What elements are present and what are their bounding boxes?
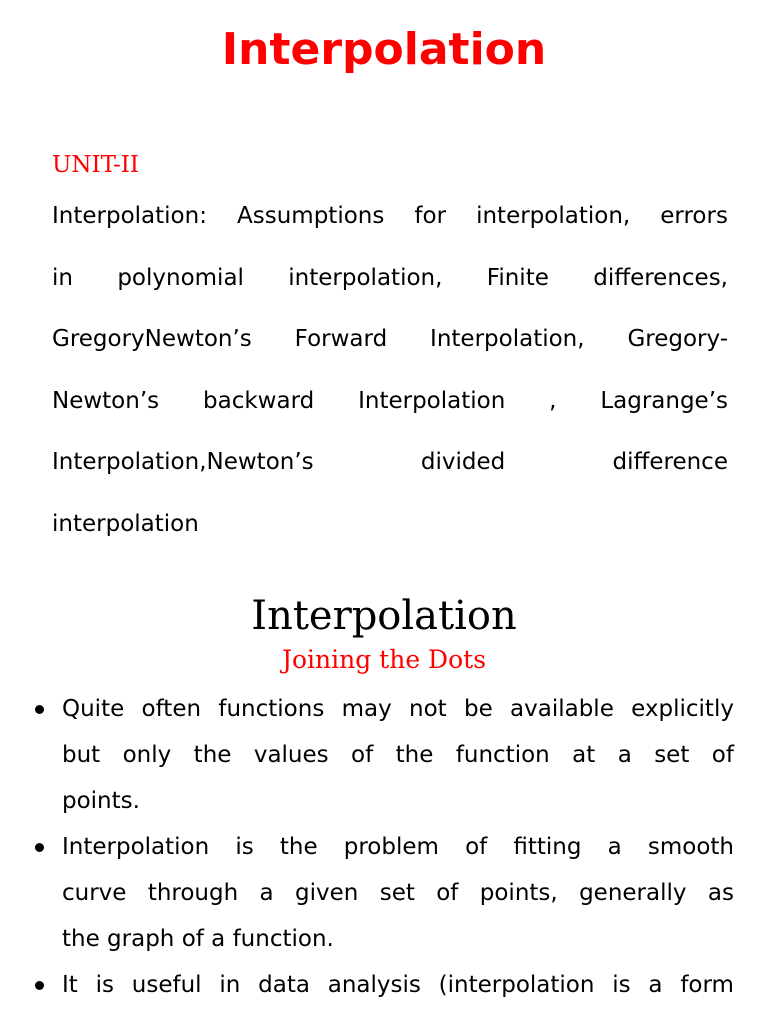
word: function: [455, 742, 550, 768]
bullet-line: [62, 870, 734, 916]
syllabus-line: [52, 371, 728, 433]
word: Interpolation:: [52, 203, 207, 229]
word: (interpolation: [438, 972, 595, 998]
bullet-line: the graph of a function.: [62, 926, 334, 952]
syllabus-line: [52, 248, 728, 310]
word: fitting: [513, 834, 582, 860]
word: a: [648, 972, 663, 998]
word: Gregory-: [627, 326, 728, 352]
word: through: [147, 880, 239, 906]
word: only: [122, 742, 172, 768]
bullet-line: [62, 732, 734, 778]
bullet-line: [62, 962, 734, 1008]
word: as: [707, 880, 734, 906]
word: at: [572, 742, 596, 768]
word: errors: [660, 203, 728, 229]
syllabus-paragraph: [52, 186, 728, 555]
bullet-item: [0, 824, 734, 962]
word: GregoryNewton’s: [52, 326, 252, 352]
word: set: [379, 880, 415, 906]
word: but: [62, 742, 101, 768]
section-subheading: Joining the Dots: [281, 645, 487, 674]
word: the: [193, 742, 232, 768]
word: Interpolation: [358, 387, 506, 414]
section-heading: Interpolation: [251, 593, 517, 639]
syllabus-line: [52, 186, 728, 248]
syllabus-line: [52, 432, 728, 494]
word: Lagrange’s: [600, 387, 728, 414]
word: a: [617, 742, 632, 768]
unit-label: UNIT-II: [52, 152, 139, 178]
word: may: [341, 696, 392, 722]
word: in: [219, 972, 241, 998]
bullet-line: [62, 686, 734, 732]
word: Finite: [486, 264, 549, 291]
bullet-icon: [35, 705, 44, 714]
word: It: [62, 972, 78, 998]
word: is: [95, 972, 114, 998]
bullet-list: [0, 686, 768, 1008]
word: the: [279, 834, 318, 860]
word: values: [253, 742, 329, 768]
word: available: [510, 696, 614, 722]
word: Interpolation,Newton’s: [52, 449, 314, 475]
bullet-line: points.: [62, 788, 140, 814]
word: in: [52, 264, 73, 291]
word: a: [607, 834, 622, 860]
bullet-item: [0, 686, 734, 824]
bullet-icon: [35, 981, 44, 990]
word: Quite: [62, 696, 125, 722]
word: a: [259, 880, 274, 906]
word: is: [235, 834, 254, 860]
word: ,: [549, 387, 557, 414]
bullet-line: [62, 824, 734, 870]
word: problem: [343, 834, 439, 860]
syllabus-line: interpolation: [52, 510, 199, 537]
word: curve: [62, 880, 127, 906]
word: given: [295, 880, 359, 906]
word: data: [258, 972, 310, 998]
word: analysis: [327, 972, 421, 998]
word: Forward: [294, 326, 388, 352]
word: Interpolation: [62, 834, 210, 860]
word: not: [409, 696, 447, 722]
word: differences,: [593, 264, 728, 291]
word: points,: [479, 880, 558, 906]
word: form: [680, 972, 734, 998]
word: functions: [218, 696, 325, 722]
word: be: [463, 696, 493, 722]
word: Assumptions: [237, 203, 385, 229]
word: divided: [420, 449, 506, 475]
word: interpolation,: [288, 264, 443, 291]
word: difference: [612, 449, 728, 475]
word: of: [436, 880, 459, 906]
word: generally: [579, 880, 687, 906]
bullet-icon: [35, 843, 44, 852]
word: interpolation,: [476, 203, 631, 229]
word: explicitly: [631, 696, 734, 722]
word: backward: [203, 387, 315, 414]
word: often: [141, 696, 202, 722]
word: set: [654, 742, 690, 768]
word: the: [395, 742, 434, 768]
word: of: [711, 742, 734, 768]
word: is: [612, 972, 631, 998]
bullet-item: [0, 962, 734, 1008]
word: of: [465, 834, 488, 860]
word: for: [414, 203, 447, 229]
word: Newton’s: [52, 387, 160, 414]
page-title: Interpolation: [221, 24, 547, 75]
syllabus-line: [52, 309, 728, 371]
word: of: [351, 742, 374, 768]
word: polynomial: [117, 264, 244, 291]
word: useful: [131, 972, 202, 998]
word: Interpolation,: [430, 326, 585, 352]
word: smooth: [647, 834, 734, 860]
